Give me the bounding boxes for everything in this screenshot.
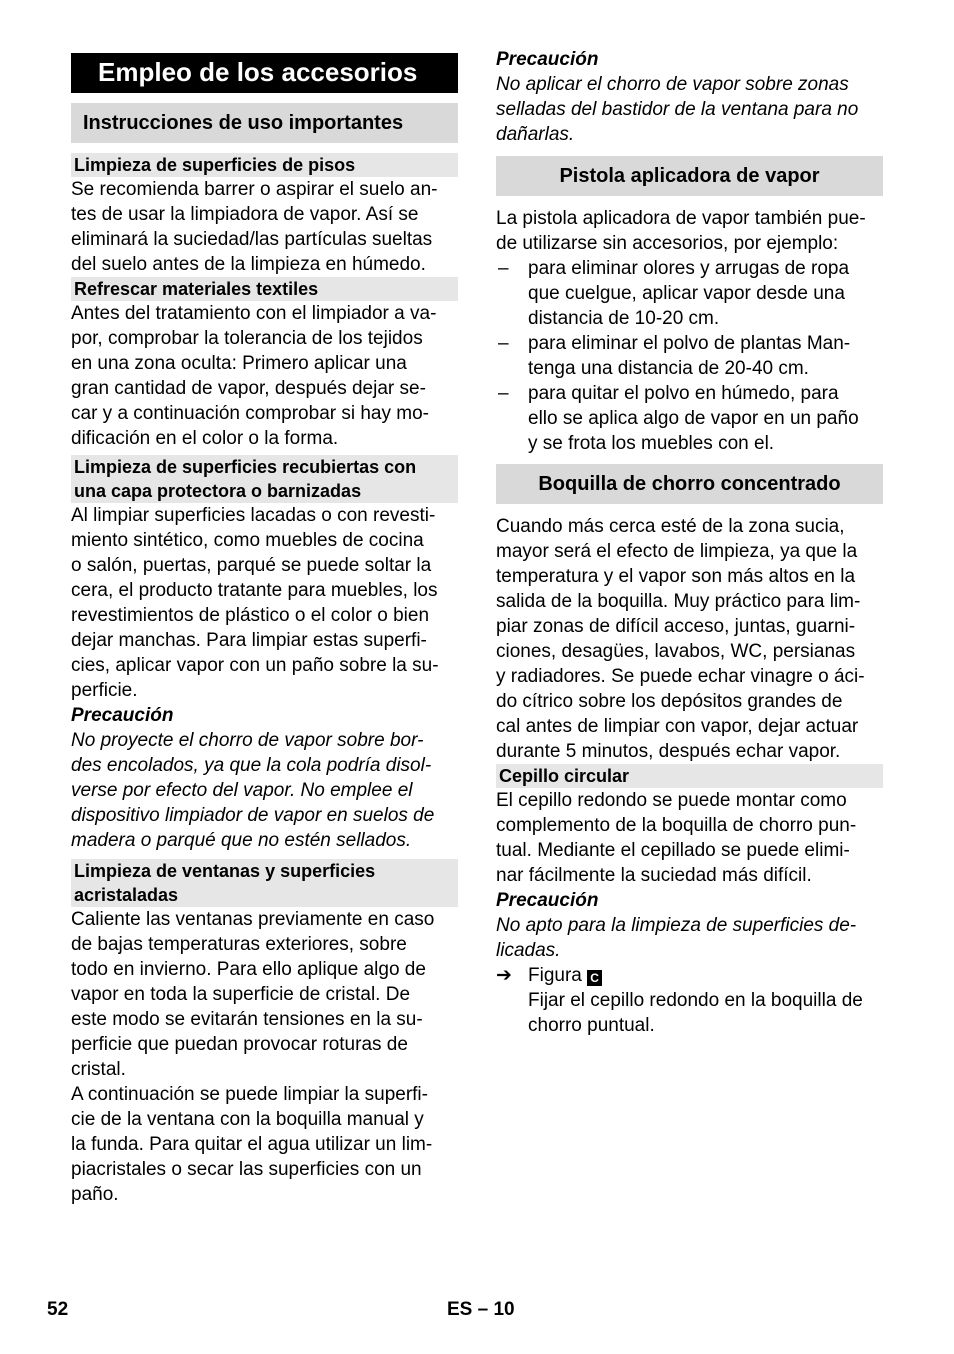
arrow-right-icon: ➔ <box>496 965 512 986</box>
text-line: y radiadores. Se puede echar vinagre o áci- <box>496 666 865 687</box>
text-line: dispositivo limpiador de vapor en suelos de <box>71 805 435 826</box>
section-heading-boquilla: Boquilla de chorro concentrado <box>496 464 883 504</box>
text-line: selladas del bastidor de la ventana para no <box>496 99 859 120</box>
text-line: para eliminar olores y arrugas de ropa <box>528 258 850 279</box>
paragraph-pistola-intro <box>496 206 883 256</box>
text-line: eliminará la suciedad/las partículas sueltas <box>71 229 433 250</box>
text-line: este modo se evitarán tensiones en la su- <box>71 1009 423 1030</box>
text-line: o salón, puertas, parqué se puede soltar la <box>71 555 432 576</box>
text-line: dificación en el color o la forma. <box>71 428 339 449</box>
text-line: No apto para la limpieza de superficies de- <box>496 915 857 936</box>
subheading-barnizadas <box>71 455 458 503</box>
text-line: revestimientos de plástico o el color o bien <box>71 605 430 626</box>
list-item <box>496 331 883 381</box>
text-line: durante 5 minutos, después echar vapor. <box>496 741 841 762</box>
text-line: distancia de 10-20 cm. <box>528 308 720 329</box>
text-line: mayor será el efecto de limpieza, ya que la <box>496 541 858 562</box>
text-line: perficie. <box>71 680 138 701</box>
paragraph-boquilla <box>496 514 883 764</box>
subheading-line: Limpieza de superficies recubiertas con <box>74 457 417 477</box>
text-line: des encolados, ya que la cola podría disol- <box>71 755 432 776</box>
text-line: vapor en toda la superficie de cristal. De <box>71 984 411 1005</box>
figure-letter-badge: C <box>587 970 602 986</box>
text-line: El cepillo redondo se puede montar como <box>496 790 847 811</box>
text-line: do cítrico sobre los depósitos grandes de <box>496 691 843 712</box>
text-line: gran cantidad de vapor, después dejar se- <box>71 378 426 399</box>
text-line: Cuando más cerca esté de la zona sucia, <box>496 516 845 537</box>
text-line: cies, aplicar vapor con un paño sobre la su- <box>71 655 439 676</box>
text-line: perficie que puedan provocar roturas de <box>71 1034 408 1055</box>
text-line: dañarlas. <box>496 124 575 145</box>
caution-text <box>496 913 883 963</box>
caution-title: Precaución <box>71 705 174 726</box>
dash-bullet: – <box>498 333 509 354</box>
text-line: en una zona oculta: Primero aplicar una <box>71 353 407 374</box>
figure-instruction <box>496 963 883 1038</box>
list-item <box>496 381 883 456</box>
caution-title: Precaución <box>496 890 599 911</box>
caution-text <box>71 728 458 853</box>
text-line: chorro puntual. <box>528 1015 655 1036</box>
text-line: y se frota los muebles con el. <box>528 433 775 454</box>
paragraph-cepillo <box>496 788 883 888</box>
subheading-textiles: Refrescar materiales textiles <box>71 277 458 301</box>
right-column <box>496 47 883 1038</box>
paragraph-ventanas-2 <box>71 1082 458 1207</box>
figure-label: Figura <box>528 965 582 986</box>
text-line: madera o parqué que no estén sellados. <box>71 830 412 851</box>
caution-text <box>496 72 883 147</box>
text-line: Fijar el cepillo redondo en la boquilla de <box>528 990 863 1011</box>
subheading-line: acristaladas <box>74 885 179 905</box>
dash-bullet: – <box>498 258 509 279</box>
text-line: tes de usar la limpiadora de vapor. Así se <box>71 204 419 225</box>
paragraph-pisos <box>71 177 458 277</box>
text-line: nar fácilmente la suciedad más difícil. <box>496 865 812 886</box>
text-line: cera, el producto tratante para muebles, los <box>71 580 438 601</box>
subheading-cepillo: Cepillo circular <box>496 764 883 788</box>
text-line: del suelo antes de la limpieza en húmedo. <box>71 254 426 275</box>
text-line: complemento de la boquilla de chorro pun- <box>496 815 857 836</box>
paragraph-ventanas <box>71 907 458 1082</box>
paragraph-barnizadas <box>71 503 458 703</box>
text-line: por, comprobar la tolerancia de los tejidos <box>71 328 423 349</box>
subheading-ventanas <box>71 859 458 907</box>
text-line: todo en invierno. Para ello aplique algo de <box>71 959 426 980</box>
text-line: car y a continuación comprobar si hay mo- <box>71 403 429 424</box>
text-line: La pistola aplicadora de vapor también pue- <box>496 208 866 229</box>
text-line: piar zonas de difícil acceso, juntas, guarni- <box>496 616 856 637</box>
text-line: cie de la ventana con la boquilla manual y <box>71 1109 424 1130</box>
figure-reference <box>528 963 883 988</box>
bullet-list <box>496 256 883 456</box>
text-line: cal antes de limpiar con vapor, dejar actuar <box>496 716 859 737</box>
text-line: Se recomienda barrer o aspirar el suelo an- <box>71 179 438 200</box>
paragraph-textiles <box>71 301 458 451</box>
text-line: No proyecte el chorro de vapor sobre bor- <box>71 730 424 751</box>
text-line: ello se aplica algo de vapor en un paño <box>528 408 859 429</box>
caution-title: Precaución <box>496 49 599 70</box>
text-line: de utilizarse sin accesorios, por ejemplo: <box>496 233 839 254</box>
text-line: miento sintético, como muebles de cocina <box>71 530 424 551</box>
list-item <box>496 256 883 331</box>
text-line: la funda. Para quitar el agua utilizar un lim- <box>71 1134 433 1155</box>
subheading-pisos: Limpieza de superficies de pisos <box>71 153 458 177</box>
text-line: tenga una distancia de 20-40 cm. <box>528 358 809 379</box>
dash-bullet: – <box>498 383 509 404</box>
text-line: tual. Mediante el cepillado se puede elimi- <box>496 840 850 861</box>
text-line: No aplicar el chorro de vapor sobre zonas <box>496 74 849 95</box>
text-line: temperatura y el vapor son más altos en la <box>496 566 856 587</box>
section-heading-pistola: Pistola aplicadora de vapor <box>496 156 883 196</box>
text-line: paño. <box>71 1184 119 1205</box>
subheading-line: una capa protectora o barnizadas <box>74 481 362 501</box>
text-line: verse por efecto del vapor. No emplee el <box>71 780 413 801</box>
text-line: dejar manchas. Para limpiar estas superfi- <box>71 630 427 651</box>
text-line: de bajas temperaturas exteriores, sobre <box>71 934 407 955</box>
text-line: Caliente las ventanas previamente en caso <box>71 909 435 930</box>
text-line: Al limpiar superficies lacadas o con revesti- <box>71 505 436 526</box>
left-column <box>71 47 458 1207</box>
text-line: licadas. <box>496 940 561 961</box>
section-heading-instrucciones: Instrucciones de uso importantes <box>71 103 458 143</box>
text-line: A continuación se puede limpiar la superfi- <box>71 1084 428 1105</box>
text-line: ciones, desagües, lavabos, WC, persianas <box>496 641 856 662</box>
text-line: cristal. <box>71 1059 126 1080</box>
text-line: piacristales o secar las superficies con un <box>71 1159 422 1180</box>
text-line: que cuelgue, aplicar vapor desde una <box>528 283 845 304</box>
text-line: para quitar el polvo en húmedo, para <box>528 383 839 404</box>
page-number: 52 <box>47 1299 69 1320</box>
text-line: para eliminar el polvo de plantas Man- <box>528 333 851 354</box>
text-line: Antes del tratamiento con el limpiador a va- <box>71 303 437 324</box>
page-title: Empleo de los accesorios <box>71 53 458 93</box>
subheading-line: Limpieza de ventanas y superficies <box>74 861 376 881</box>
text-line: salida de la boquilla. Muy práctico para lim- <box>496 591 861 612</box>
page-code: ES – 10 <box>447 1299 515 1320</box>
